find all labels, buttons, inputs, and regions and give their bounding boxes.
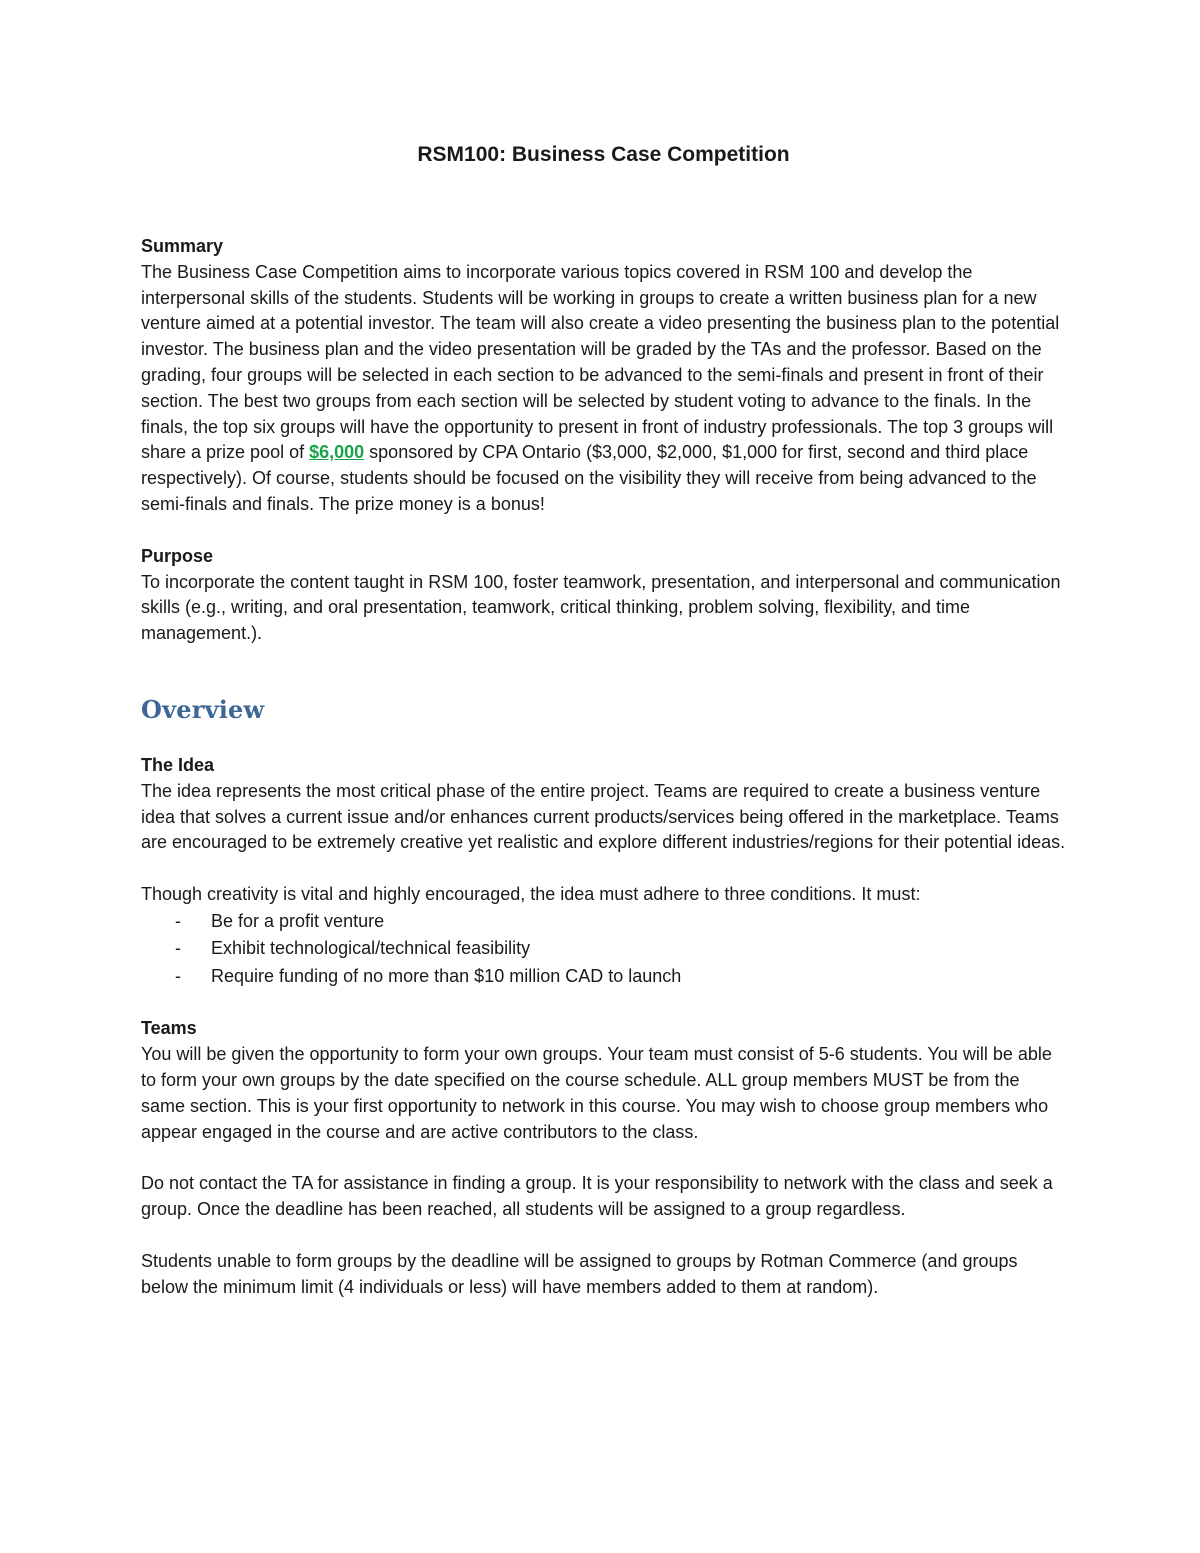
condition-item: [141, 963, 1066, 991]
document-title: RSM100: Business Case Competition: [417, 143, 790, 166]
summary-paragraph: [141, 260, 1066, 518]
purpose-paragraph: To incorporate the content taught in RSM 100, foster teamwork, presentation, and interpersonal and communication skills (e.g., writing, and oral presentation, teamwork, critical thinking, problem solving, flexibility, and time management.).: [141, 571, 1061, 644]
idea-paragraph: The idea represents the most critical phase of the entire project. Teams are required to create a business venture idea that solves a current issue and/or enhances current products/services being offered in the marketplace. Teams are encouraged to be extremely creative yet realistic and explore different industries/regions for their potential ideas.: [141, 780, 1066, 853]
purpose-heading: Purpose: [141, 545, 214, 566]
conditions-intro: Though creativity is vital and highly encouraged, the idea must adhere to three conditions. It must:: [141, 884, 921, 905]
overview-heading: Overview: [141, 694, 265, 724]
teams-paragraph: Students unable to form groups by the deadline will be assigned to groups by Rotman Commerce (and groups below the minimum limit (4 individuals or less) will have members added to them at random).: [141, 1251, 1018, 1297]
teams-paragraph: You will be given the opportunity to form your own groups. Your team must consist of 5-6 students. You will be able to form your own groups by the date specified on the course schedule. ALL group members MUST be from the same section. This is your first opportunity to network in this course. You may wish to choose group members who appear engaged in the course and are active contributors to the class.: [141, 1044, 1052, 1142]
dash-bullet: -: [175, 910, 181, 931]
document-page: [141, 140, 1066, 1301]
dash-bullet: -: [175, 938, 181, 959]
conditions-list: [141, 908, 1066, 991]
condition-item: [141, 935, 1066, 963]
summary-heading: Summary: [141, 236, 224, 256]
teams-heading: Teams: [141, 1018, 197, 1039]
dash-bullet: -: [175, 965, 181, 986]
condition-text: Exhibit technological/technical feasibility: [211, 938, 531, 959]
idea-heading: The Idea: [141, 754, 215, 775]
summary-text-before: The Business Case Competition aims to incorporate various topics covered in RSM 100 and develop the interpersonal skills of the students. Students will be working in groups to create a written business plan for a new venture aimed at a potential investor. The team will also create a video presenting the business plan to the potential investor. The business plan and the video presentation will be graded by the TAs and the professor. Based on the grading, four groups will be selected in each section to be advanced to the semi-finals and present in front of their section. The best two groups from each section will be selected by student voting to advance to the finals. In the finals, the top six groups will have the opportunity to present in front of industry professionals. The top 3 groups will share a prize pool of: [141, 261, 1060, 463]
summary-text-after: sponsored by CPA Ontario ($3,000, $2,000, $1,000 for first, second and third place respectively). Of course, students should be focused on the visibility they will receive from being advanced to the semi-finals and finals. The prize money is a bonus!: [141, 442, 1037, 514]
condition-item: [141, 908, 1066, 936]
condition-text: Require funding of no more than $10 million CAD to launch: [211, 965, 682, 986]
teams-paragraph: Do not contact the TA for assistance in finding a group. It is your responsibility to network with the class and seek a group. Once the deadline has been reached, all students will be assigned to a group regardless.: [141, 1173, 1053, 1220]
condition-text: Be for a profit venture: [211, 910, 385, 931]
prize-amount: $6,000: [309, 442, 365, 463]
